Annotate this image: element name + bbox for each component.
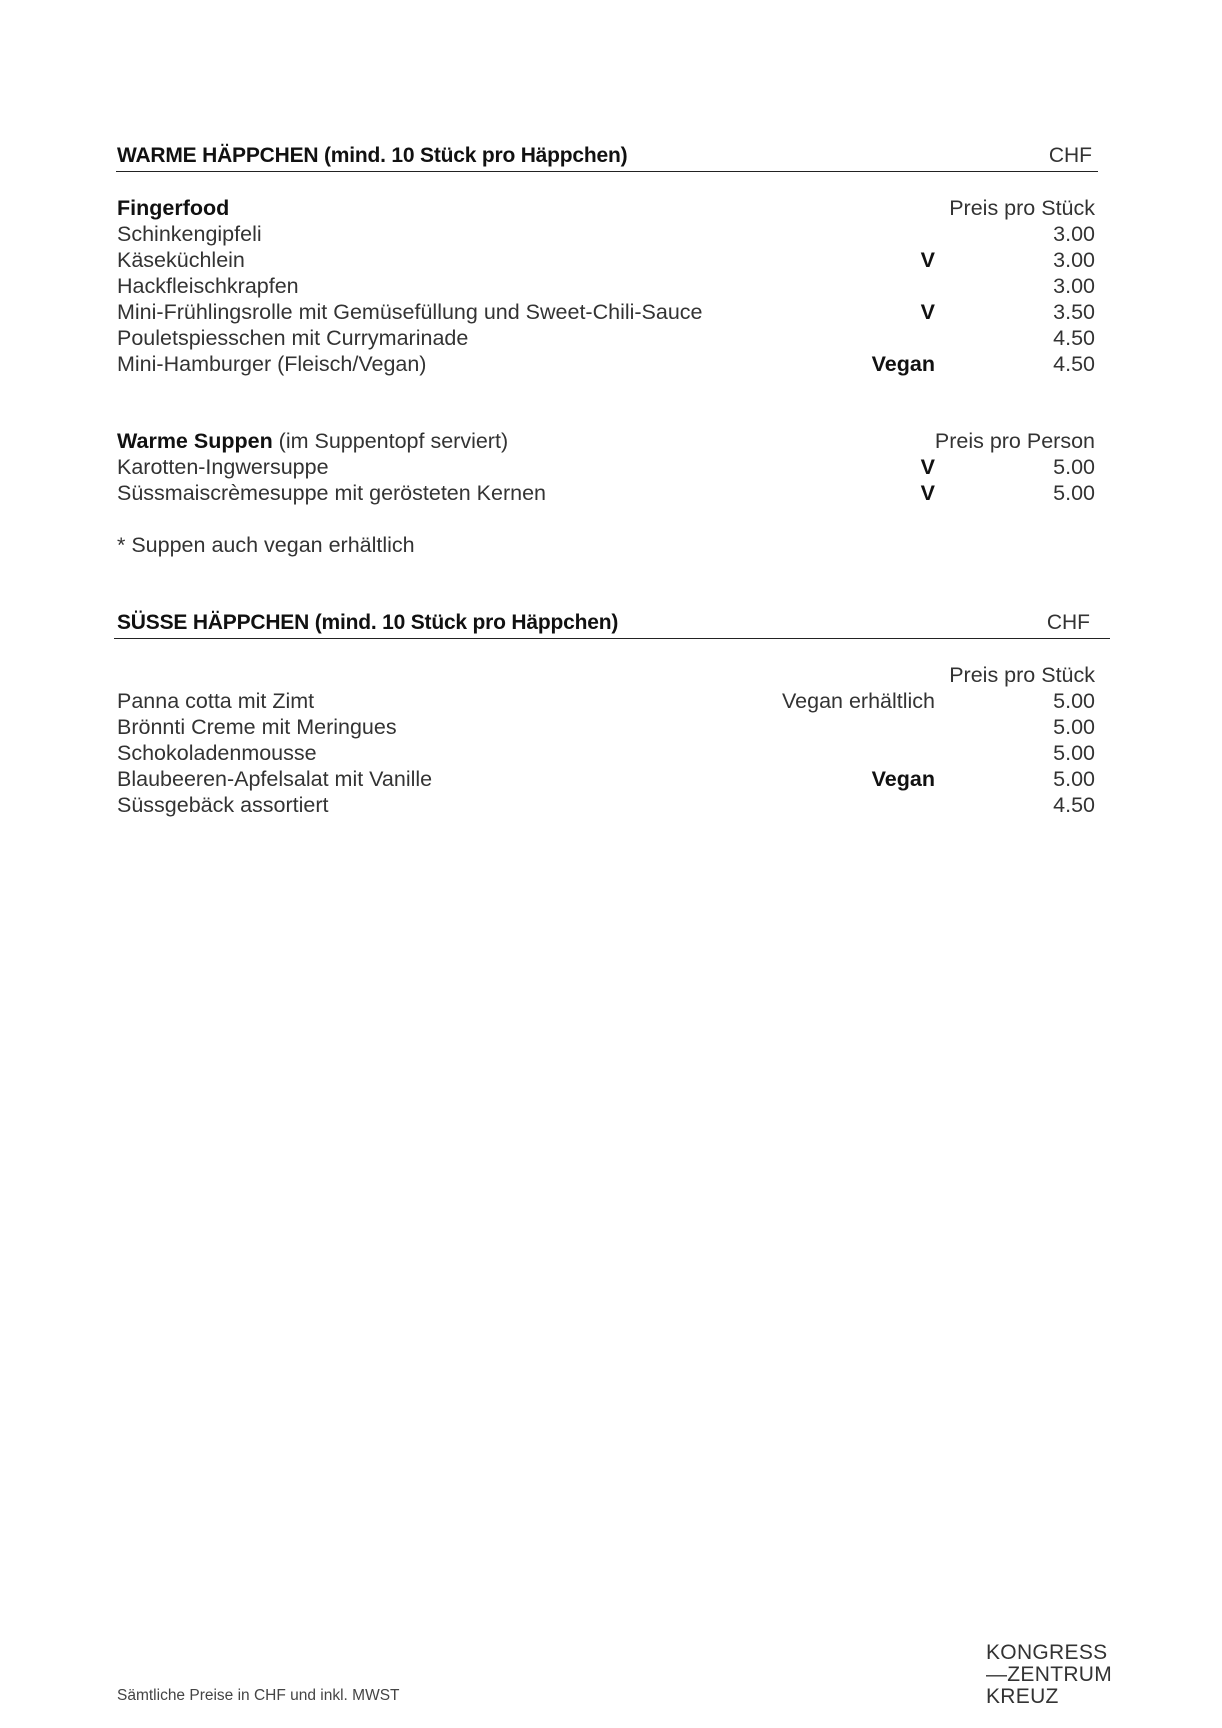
item-name: Brönnti Creme mit Meringues [117,715,397,739]
menu-item [116,221,1096,247]
logo-line: KREUZ [986,1685,1059,1708]
menu-item [116,792,1096,818]
menu-item [116,273,1096,299]
item-price: 5.00 [1053,455,1095,479]
section-header-warm [116,137,1098,172]
menu-item [116,325,1096,351]
item-price: 3.50 [1053,300,1095,324]
item-name: Käseküchlein [117,248,245,272]
item-price: 4.50 [1053,352,1095,376]
item-price: 3.00 [1053,248,1095,272]
kongresszentrum-logo [986,1642,1112,1708]
subheader-note: (im Suppentopf serviert) [272,429,509,453]
item-price: 5.00 [1053,481,1095,505]
item-tag: V [920,455,935,479]
menu-item [116,714,1096,740]
logo-line: KONGRESS [986,1641,1108,1664]
menu-item [116,480,1096,506]
subheader-title: Fingerfood [117,196,230,220]
item-price: 3.00 [1053,222,1095,246]
item-price: 5.00 [1053,767,1095,791]
subheader-title: Warme Suppen [117,429,273,453]
item-name: Mini-Frühlingsrolle mit Gemüsefüllung und Sweet-Chili-Sauce [117,300,703,324]
menu-item [116,247,1096,273]
subheader-soups [116,428,1096,454]
item-name: Schinkengipfeli [117,222,262,246]
subheader-sweet [116,662,1096,688]
currency-label: CHF [1046,611,1090,634]
currency-label: CHF [1048,144,1092,167]
subheader-fingerfood [116,195,1096,221]
item-price: 5.00 [1053,741,1095,765]
section-title: SÜSSE HÄPPCHEN (mind. 10 Stück pro Häppchen) [117,611,619,634]
item-name: Süssmaiscrèmesuppe mit gerösteten Kernen [117,481,547,505]
menu-item [116,688,1096,714]
item-tag: V [920,300,935,324]
item-price: 3.00 [1053,274,1095,298]
item-name: Hackfleischkrapfen [117,274,299,298]
section-header-sweet [114,604,1110,639]
item-name: Blaubeeren-Apfelsalat mit Vanille [117,767,433,791]
price-label: Preis pro Person [934,429,1095,453]
item-name: Pouletspiesschen mit Currymarinade [117,326,469,350]
item-price: 5.00 [1053,689,1095,713]
item-name: Karotten-Ingwersuppe [117,455,329,479]
soups-note: * Suppen auch vegan erhältlich [117,533,415,557]
menu-item [116,766,1096,792]
menu-item [116,299,1096,325]
menu-item [116,740,1096,766]
item-price: 4.50 [1053,793,1095,817]
logo-line: —ZENTRUM [986,1663,1113,1686]
price-label: Preis pro Stück [949,196,1095,220]
item-tag: Vegan erhältlich [782,689,935,713]
item-name: Panna cotta mit Zimt [117,689,315,713]
footer-note: Sämtliche Preise in CHF und inkl. MWST [117,1687,400,1704]
section-title: WARME HÄPPCHEN (mind. 10 Stück pro Häppchen) [117,144,628,167]
item-name: Süssgebäck assortiert [117,793,329,817]
menu-item [116,351,1096,377]
item-price: 5.00 [1053,715,1095,739]
item-tag: V [920,248,935,272]
menu-item [116,454,1096,480]
item-name: Mini-Hamburger (Fleisch/Vegan) [117,352,427,376]
item-tag: Vegan [871,352,935,376]
item-tag: V [920,481,935,505]
item-price: 4.50 [1053,326,1095,350]
item-tag: Vegan [871,767,935,791]
item-name: Schokoladenmousse [117,741,317,765]
price-label: Preis pro Stück [949,663,1095,687]
